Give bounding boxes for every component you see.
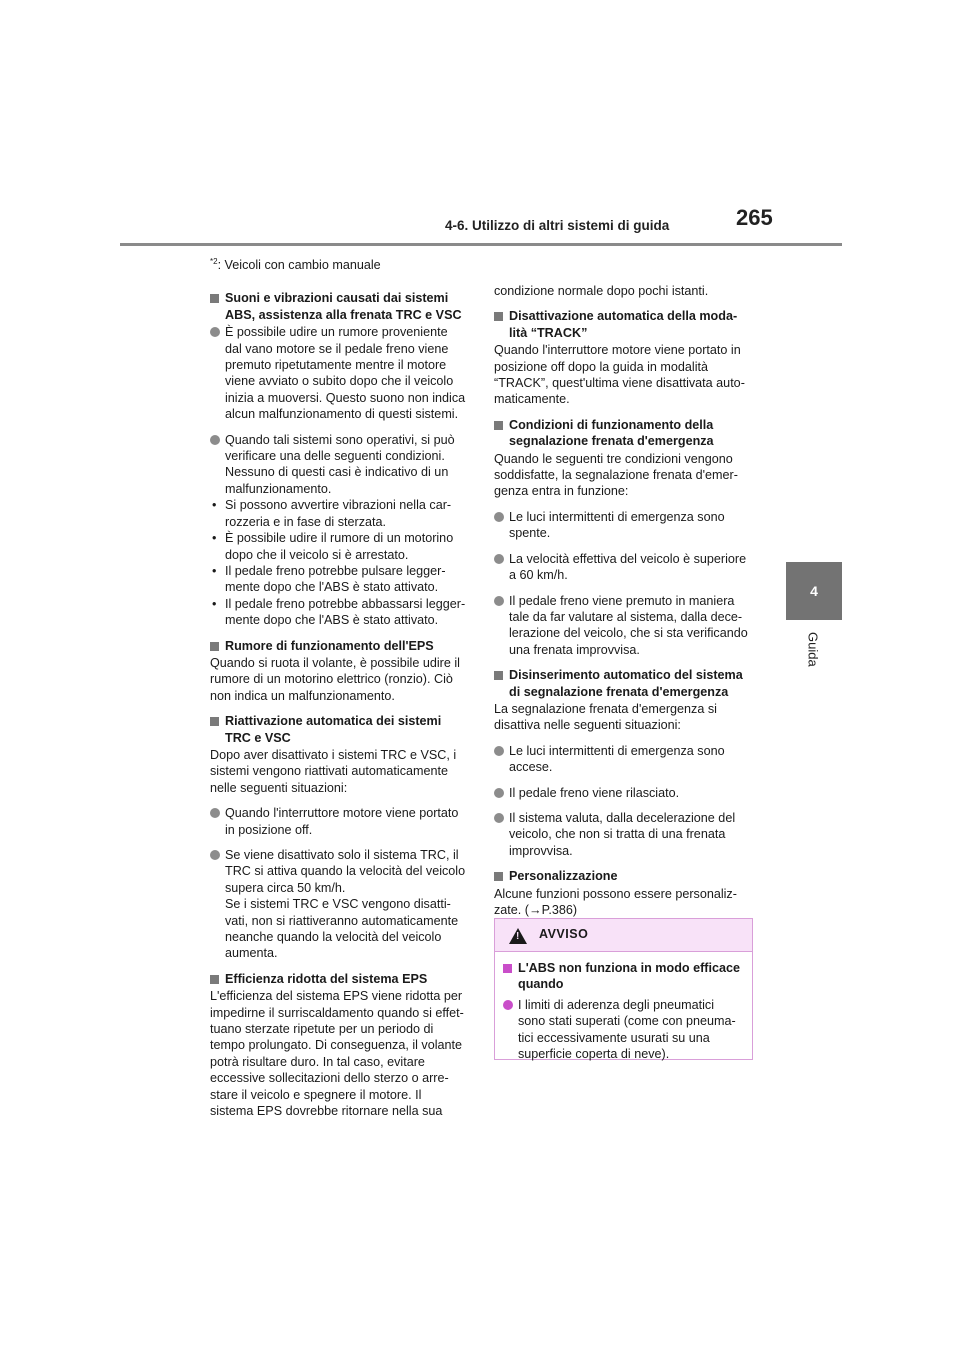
text-line: I limiti di aderenza degli pneumatici (518, 997, 715, 1012)
text-line: Rumore di funzionamento dell'EPS (225, 638, 434, 653)
text-line: tuano sterzate ripetute per un periodo di (210, 1022, 434, 1037)
left-column (210, 254, 468, 1129)
heading (210, 290, 468, 323)
text-line: spente. (509, 526, 551, 541)
text-line: potrà risultare duro. In tal caso, evitare (210, 1054, 425, 1069)
square-bullet-icon (210, 717, 219, 726)
square-bullet-icon (494, 312, 503, 321)
text-line: disattiva nelle seguenti situazioni: (494, 718, 681, 733)
circle-bullet-icon (210, 850, 220, 860)
paragraph (210, 747, 468, 796)
text-line: Il pedale freno viene rilasciato. (509, 785, 680, 800)
bullet-item (494, 810, 752, 859)
text-line: nelle seguenti situazioni: (210, 780, 348, 795)
text-line: tale da far valutare al sistema, dalla dece- (509, 609, 743, 624)
circle-bullet-icon (210, 808, 220, 818)
dash-item (210, 497, 468, 530)
text-line: È possibile udire il rumore di un motorino (225, 531, 454, 546)
text-line: Alcune funzioni possono essere personaliz- (494, 886, 737, 901)
text-line: La segnalazione frenata d'emergenza si (494, 701, 717, 716)
footnote (210, 254, 468, 273)
text-line: stare il veicolo e spegnere il motore. Il (210, 1087, 422, 1102)
warning-body (495, 952, 752, 1062)
bullet-item (503, 997, 744, 1063)
text-line: rumore di un motorino elettrico (ronzio). Ciò (210, 672, 453, 687)
text-line: a 60 km/h. (509, 568, 568, 583)
bullet-item (210, 805, 468, 838)
paragraph (210, 655, 468, 704)
text-line: “TRACK”, quest'ultima viene disattivata auto- (494, 376, 745, 391)
text-line: viene avviato o subito dopo che il veicolo (225, 374, 454, 389)
text-line: accese. (509, 760, 553, 775)
square-bullet-icon (210, 975, 219, 984)
text-line: in posizione off. (225, 822, 313, 837)
text-line: soddisfatte, la segnalazione frenata d'emer- (494, 468, 738, 483)
text-line: una frenata improvvisa. (509, 642, 640, 657)
text-line: La velocità effettiva del veicolo è superiore (509, 551, 747, 566)
text-line: malfunzionamento. (225, 481, 332, 496)
circle-bullet-icon (494, 746, 504, 756)
square-bullet-icon (494, 872, 503, 881)
circle-bullet-icon (494, 596, 504, 606)
square-bullet-icon (210, 642, 219, 651)
text-line: posizione off dopo la guida in modalità (494, 359, 709, 374)
bullet-item (494, 785, 752, 801)
bullet-item (210, 324, 468, 422)
circle-bullet-icon (210, 435, 220, 445)
text-line: aumenta. (225, 946, 278, 961)
text-line: eccessive sollecitazioni dello sterzo o arre- (210, 1071, 449, 1086)
text-line: lità “TRACK” (509, 325, 588, 340)
paragraph (494, 342, 752, 408)
paragraph (494, 451, 752, 500)
warning-box (494, 918, 753, 1060)
dash-bullet: • (212, 531, 217, 546)
text-line: genza entra in funzione: (494, 484, 629, 499)
text-line: Se i sistemi TRC e VSC vengono disatti- (225, 897, 451, 912)
text-line: Riattivazione automatica dei sistemi (225, 714, 442, 729)
warning-title: AVVISO (539, 927, 589, 941)
text-line: maticamente. (494, 392, 570, 407)
text-line: Si possono avvertire vibrazioni nella car- (225, 498, 452, 513)
text-line: Il pedale freno viene premuto in maniera (509, 593, 735, 608)
warning-header (495, 919, 752, 952)
heading (503, 960, 744, 993)
text-line: Se viene disattivato solo il sistema TRC, il (225, 848, 459, 862)
text-line: zate. (→P.386) (494, 903, 578, 917)
text-line: sono stati superati (come con pneuma- (518, 1014, 736, 1029)
text-line: L'efficienza del sistema EPS viene ridotta per (210, 989, 463, 1004)
warning-triangle-icon: ! (509, 928, 527, 944)
paragraph (494, 283, 752, 299)
bullet-item (494, 593, 752, 659)
dash-item (210, 563, 468, 596)
text-line: quando (518, 977, 564, 992)
paragraph (494, 701, 752, 734)
square-bullet-icon (494, 421, 503, 430)
bullet-item (494, 509, 752, 542)
circle-bullet-icon (494, 554, 504, 564)
text-line: Personalizzazione (509, 869, 618, 884)
text-line: Dopo aver disattivato i sistemi TRC e VSC, i (210, 747, 457, 762)
chapter-tab-label: Guida (805, 632, 821, 667)
heading (494, 417, 752, 450)
paragraph (210, 988, 468, 1119)
text-line: premuto ripetutamente mentre il motore (225, 358, 447, 373)
text-line: lerazione del veicolo, che si sta verificando (509, 626, 748, 641)
text-line: sistema EPS dovrebbe ritornare nella sua (210, 1104, 443, 1119)
text-line: Efficienza ridotta del sistema EPS (225, 971, 428, 986)
heading (494, 308, 752, 341)
text-line: Quando tali sistemi sono operativi, si può (225, 432, 455, 447)
text-line: superficie coperta di neve). (518, 1047, 670, 1062)
dash-bullet: • (212, 498, 217, 513)
dash-bullet: • (212, 563, 217, 578)
circle-bullet-icon (503, 1000, 513, 1010)
text-line: tici eccessivamente usurati su una (518, 1030, 710, 1045)
paragraph (494, 886, 752, 919)
bullet-item (494, 551, 752, 584)
text-line: TRC si attiva quando la velocità del veicolo (225, 864, 466, 879)
square-bullet-icon (210, 294, 219, 303)
footnote-mark: *2 (210, 257, 218, 266)
heading (210, 713, 468, 746)
text-line: ABS, assistenza alla frenata TRC e VSC (225, 307, 462, 322)
text-line: L'ABS non funziona in modo efficace (518, 961, 740, 975)
square-bullet-icon (503, 964, 512, 973)
heading (210, 971, 468, 987)
text-line: Quando le seguenti tre condizioni vengono (494, 451, 733, 466)
text-line: Il pedale freno potrebbe abbassarsi legger- (225, 596, 466, 611)
header-rule (120, 243, 842, 246)
text-line: È possibile udire un rumore proveniente (225, 325, 448, 340)
heading (494, 868, 752, 884)
text-line: Suoni e vibrazioni causati dai sistemi (225, 291, 449, 306)
text-line: Disattivazione automatica della moda- (509, 309, 738, 324)
bullet-item (210, 847, 468, 962)
bullet-item (210, 432, 468, 498)
text-line: Quando si ruota il volante, è possibile udire il (210, 655, 460, 670)
right-column (494, 283, 752, 927)
dash-bullet: • (212, 596, 217, 611)
circle-bullet-icon (210, 327, 220, 337)
text-line: impedirne il surriscaldamento quando si effet- (210, 1005, 464, 1020)
chapter-tab: 4 (786, 562, 842, 620)
text-line: tempo prolungato. Di conseguenza, il volante (210, 1038, 463, 1053)
footnote-text: : Veicoli con cambio manuale (217, 258, 381, 272)
text-line: dopo che il veicolo si è arrestato. (225, 547, 409, 562)
text-line: Disinserimento automatico del sistema (509, 668, 743, 683)
bullet-item (494, 743, 752, 776)
text-line: neanche quando la velocità del veicolo (225, 930, 442, 945)
text-line: Nessuno di questi casi è indicativo di un (225, 465, 449, 480)
text-line: veicolo, che non si tratta di una frenata (509, 827, 726, 842)
text-line: Condizioni di funzionamento della (509, 417, 714, 432)
text-line: TRC e VSC (225, 730, 291, 745)
text-line: Le luci intermittenti di emergenza sono (509, 743, 725, 758)
text-line: sistemi vengono riattivati automaticamente (210, 764, 448, 779)
text-line: Il sistema valuta, dalla decelerazione del (509, 810, 736, 825)
text-line: Quando l'interruttore motore viene portato in (494, 343, 741, 358)
page-number: 265 (736, 205, 773, 230)
text-line: alcun malfunzionamento di questi sistemi. (225, 407, 459, 422)
text-line: mente dopo che l'ABS è stato attivato. (225, 580, 439, 595)
text-line: di segnalazione frenata d'emergenza (509, 684, 729, 699)
text-line: Le luci intermittenti di emergenza sono (509, 509, 725, 524)
heading (494, 667, 752, 700)
text-line: condizione normale dopo pochi istanti. (494, 284, 709, 298)
text-line: segnalazione frenata d'emergenza (509, 434, 714, 449)
text-line: verificare una delle seguenti condizioni. (225, 449, 445, 464)
heading (210, 638, 468, 654)
dash-item (210, 596, 468, 629)
section-title: 4-6. Utilizzo di altri sistemi di guida (445, 218, 670, 233)
text-line: Quando l'interruttore motore viene portato (225, 806, 459, 821)
text-line: mente dopo che l'ABS è stato attivato. (225, 613, 439, 628)
text-line: dal vano motore se il pedale freno viene (225, 341, 449, 356)
text-line: supera circa 50 km/h. (225, 880, 346, 895)
text-line: Il pedale freno potrebbe pulsare legger- (225, 563, 446, 578)
text-line: inizia a muoversi. Questo suono non indica (225, 390, 466, 405)
text-line: non indica un malfunzionamento. (210, 688, 395, 703)
square-bullet-icon (494, 671, 503, 680)
dash-item (210, 530, 468, 563)
text-line: improvvisa. (509, 843, 573, 858)
circle-bullet-icon (494, 788, 504, 798)
circle-bullet-icon (494, 512, 504, 522)
circle-bullet-icon (494, 813, 504, 823)
text-line: rozzeria e in fase di sterzata. (225, 514, 386, 529)
text-line: vati, non si riattiveranno automaticamente (225, 913, 459, 928)
